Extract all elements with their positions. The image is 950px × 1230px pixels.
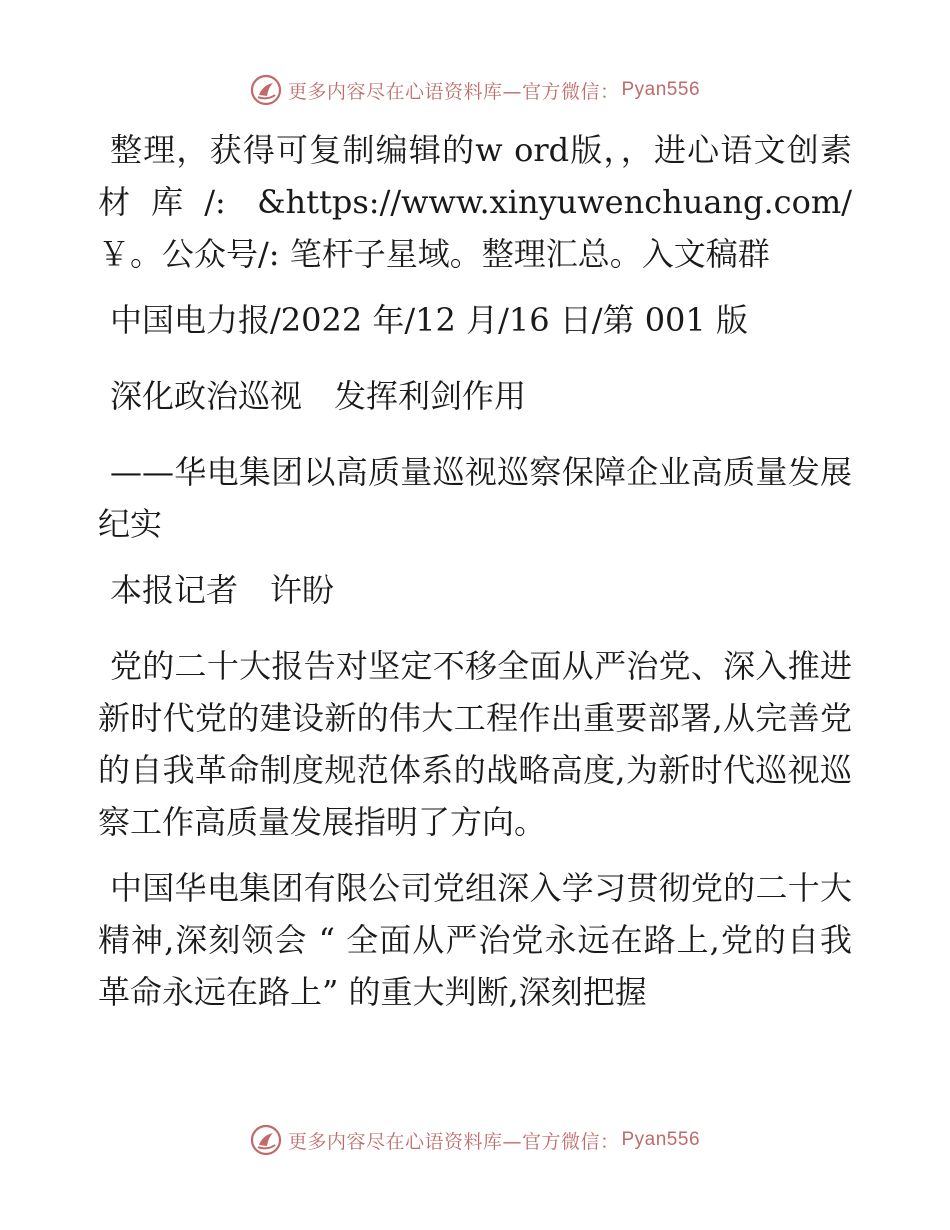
banner-text: 更多内容尽在心语资料库—官方微信： xyxy=(287,80,620,103)
header-watermark-banner xyxy=(0,70,950,110)
document-body xyxy=(98,124,852,1032)
author-byline: 本报记者 许盼 xyxy=(110,571,335,609)
article-subtitle: ——华电集团以高质量巡视巡察保障企业高质量发展纪实 xyxy=(98,453,852,543)
banner-wechat-id: Pyan556 xyxy=(621,79,701,100)
body-paragraph: 中国华电集团有限公司党组深入学习贯彻党的二十大精神,深刻领会 “ 全面从严治党永远在路上,党的自我革命永远在路上” 的重大判断,深刻把握 xyxy=(98,869,852,1011)
article-title: 深化政治巡视 发挥利剑作用 xyxy=(110,377,527,415)
footer-watermark-banner xyxy=(0,1120,950,1160)
source-line: 中国电力报/2022 年/12 月/16 日/第 001 版 xyxy=(110,301,748,339)
body-paragraph: 党的二十大报告对坚定不移全面从严治党、深入推进新时代党的建设新的伟大工程作出重要部署,从完善党的自我革命制度规范体系的战略高度,为新时代巡视巡察工作高质量发展指明了方向。 xyxy=(98,647,852,841)
swan-logo-icon xyxy=(250,74,282,106)
banner-wechat-id: Pyan556 xyxy=(621,1129,701,1150)
intro-paragraph: 整理，获得可复制编辑的w ord版，，进心语文创素材库/: &https://www.xinyuwenchuang.com/￥。公众号/: 笔杆子星域。整理汇总。入文稿群 xyxy=(98,131,852,273)
swan-logo-icon xyxy=(250,1124,282,1156)
banner-text: 更多内容尽在心语资料库—官方微信： xyxy=(287,1130,620,1153)
